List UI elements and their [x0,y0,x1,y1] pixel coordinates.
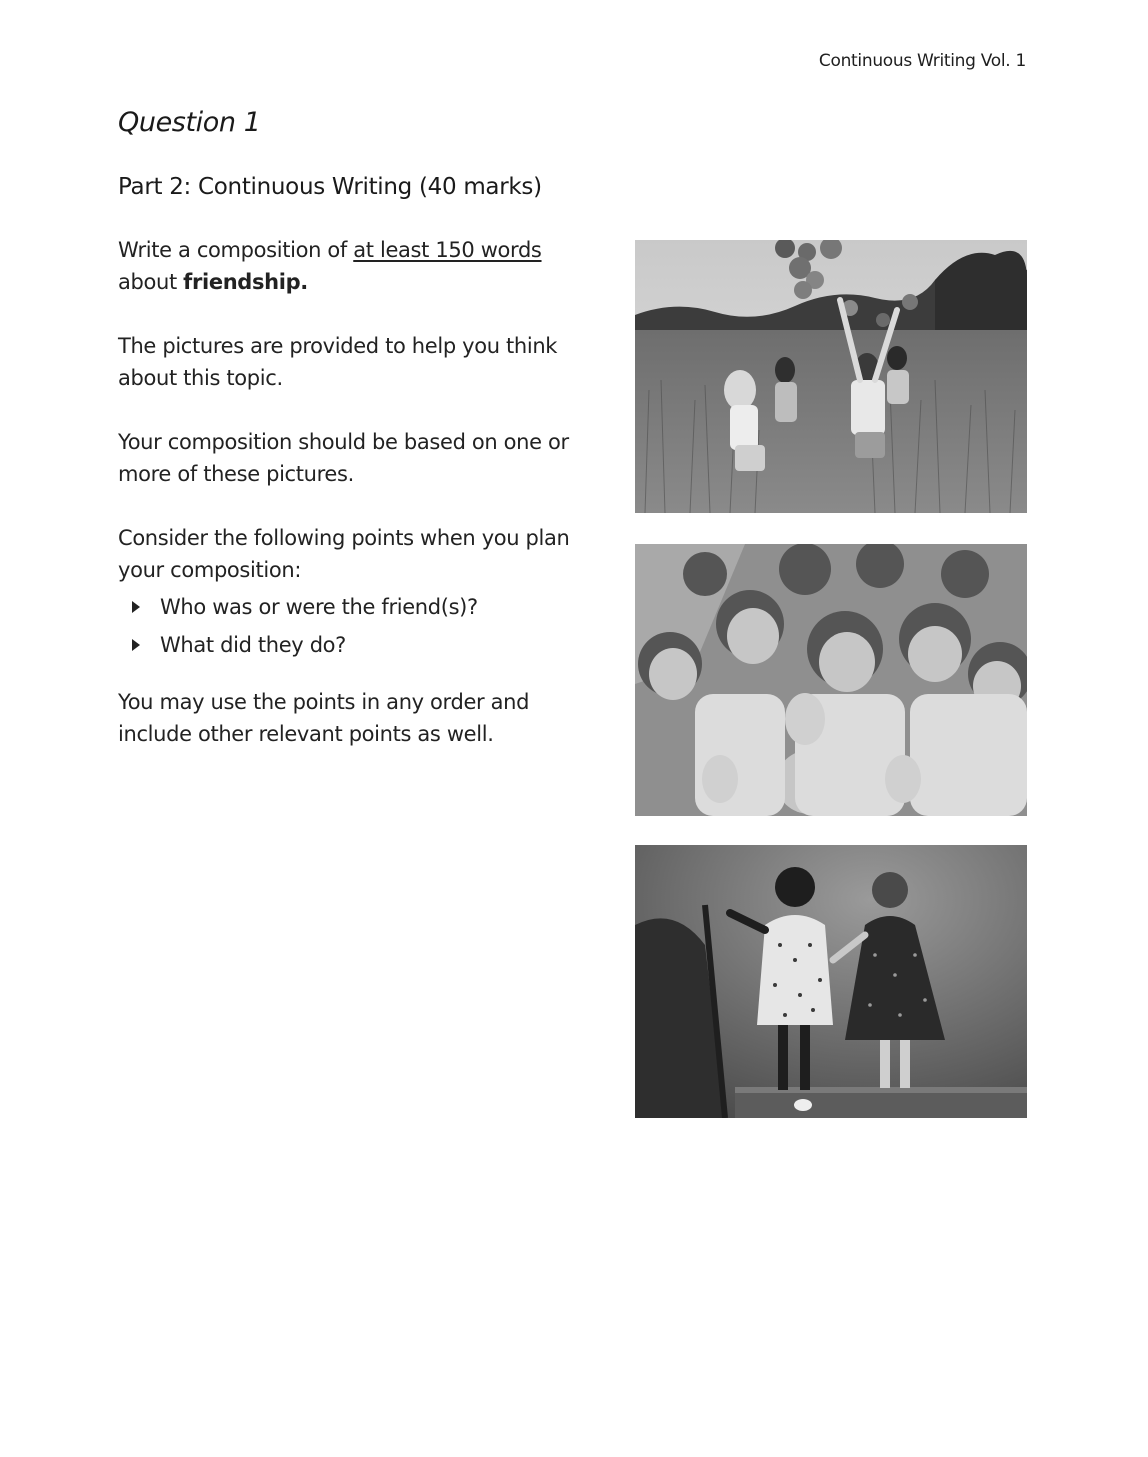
instruction-about: about [118,270,184,294]
part-title: Part 2: Continuous Writing (40 marks) [118,174,542,200]
instruction-order: You may use the points in any order and include other relevant points as well. [118,690,530,746]
question-title: Question 1 [118,107,261,138]
running-header: Continuous Writing Vol. 1 [818,51,1026,71]
instruction-points-intro: Consider the following points when you plan your composition: [118,526,570,582]
word-count-requirement: at least 150 words [353,238,542,262]
triangle-bullet-icon [132,639,140,651]
triangle-bullet-icon [132,601,140,613]
two-girls-photo-image [635,845,1027,1118]
instruction-pictures: The pictures are provided to help you think about this topic. [118,334,558,390]
instruction-based-on: Your composition should be based on one or more of these pictures. [118,430,569,486]
list-item [132,626,608,664]
children-waving-photo-image [635,544,1027,816]
point-text: Who was or were the friend(s)? [160,595,478,619]
balloons-photo-image [635,240,1027,513]
instruction-word-count [118,234,608,298]
topic-keyword: friendship. [183,270,308,294]
list-item [132,588,608,626]
photo-children-waving [635,544,1027,816]
point-text: What did they do? [160,633,346,657]
instruction-prefix: Write a composition of [118,238,354,262]
photo-girls-with-balloons [635,240,1027,513]
points-list [118,588,608,664]
instructions [118,234,608,782]
photo-two-girls-holding-hands [635,845,1027,1118]
